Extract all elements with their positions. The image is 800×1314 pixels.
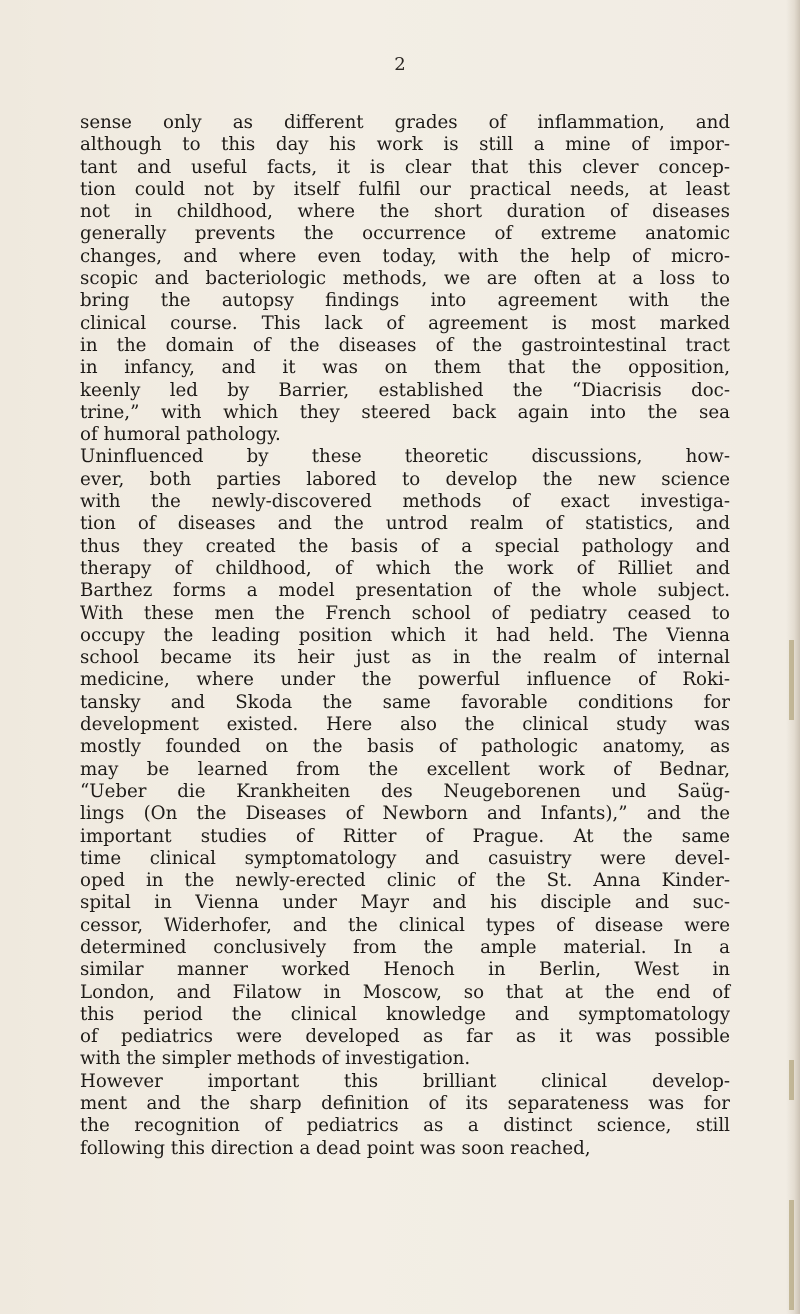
- text-line: may be learned from the excellent work of Bednar,: [80, 758, 730, 780]
- text-line: with the newly-discovered methods of exact investiga-: [80, 491, 730, 513]
- text-line: tansky and Skoda the same favorable conditions for: [80, 691, 730, 713]
- text-line: Barthez forms a model presentation of the whole subject.: [80, 580, 730, 602]
- text-line: trine,” with which they steered back again into the sea: [80, 401, 730, 423]
- text-line: determined conclusively from the ample material. In a: [80, 936, 730, 958]
- text-line: spital in Vienna under Mayr and his disciple and suc-: [80, 892, 730, 914]
- text-line: sense only as different grades of inflammation, and: [80, 112, 730, 133]
- text-line: cessor, Widerhofer, and the clinical types of disease were: [80, 914, 730, 936]
- text-line: tant and useful facts, it is clear that this clever concep-: [80, 156, 730, 178]
- text-line: keenly led by Barrier, established the “Diacrisis doc-: [80, 379, 730, 401]
- text-line: of pediatrics were developed as far as it was possible: [80, 1026, 730, 1048]
- text-line: London, and Filatow in Moscow, so that at the end of: [80, 981, 730, 1003]
- text-line: “Ueber die Krankheiten des Neugeborenen und Saüg-: [80, 780, 730, 802]
- text-line: With these men the French school of pediatry ceased to: [80, 602, 730, 624]
- text-line: mostly founded on the basis of pathologic anatomy, as: [80, 736, 730, 758]
- text-line: following this direction a dead point was soon reached,: [80, 1137, 591, 1159]
- page-edge-stain: [789, 1060, 794, 1100]
- text-line: scopic and bacteriologic methods, we are often at a loss to: [80, 268, 730, 290]
- text-line: occupy the leading position which it had held. The Vienna: [80, 624, 730, 646]
- text-line: time clinical symptomatology and casuistry were devel-: [80, 847, 730, 869]
- text-line: important studies of Ritter of Prague. At the same: [80, 825, 730, 847]
- text-line: changes, and where even today, with the help of micro-: [80, 245, 730, 267]
- text-line: tion could not by itself fulfil our practical needs, at least: [80, 178, 730, 200]
- text-line: clinical course. This lack of agreement is most marked: [80, 312, 730, 334]
- text-line: oped in the newly-erected clinic of the St. Anna Kinder-: [80, 870, 730, 892]
- text-line: tion of diseases and the untrod realm of statistics, and: [80, 513, 730, 535]
- text-line: the recognition of pediatrics as a distinct science, still: [80, 1115, 730, 1137]
- text-line: medicine, where under the powerful influence of Roki-: [80, 669, 730, 691]
- page-edge-stain: [789, 1200, 794, 1310]
- page-number: 2: [394, 54, 406, 75]
- text-line: in the domain of the diseases of the gastrointestinal tract: [80, 334, 730, 356]
- text-line: with the simpler methods of investigation.: [80, 1048, 471, 1070]
- text-line: Uninfluenced by these theoretic discussions, how-: [80, 446, 730, 468]
- text-line: lings (On the Diseases of Newborn and Infants),” and the: [80, 803, 730, 825]
- text-line: ever, both parties labored to develop the new science: [80, 468, 730, 490]
- text-line: bring the autopsy findings into agreement with the: [80, 290, 730, 312]
- text-line: therapy of childhood, of which the work of Rilliet and: [80, 557, 730, 579]
- text-line: generally prevents the occurrence of extreme anatomic: [80, 223, 730, 245]
- text-line: not in childhood, where the short duration of diseases: [80, 201, 730, 223]
- text-line: However important this brilliant clinical develop-: [80, 1070, 730, 1092]
- text-line: development existed. Here also the clinical study was: [80, 714, 730, 736]
- text-line: although to this day his work is still a mine of impor-: [80, 134, 730, 156]
- text-line: similar manner worked Henoch in Berlin, West in: [80, 959, 730, 981]
- text-line: in infancy, and it was on them that the opposition,: [80, 357, 730, 379]
- text-line: ment and the sharp definition of its separateness was for: [80, 1093, 730, 1115]
- body-text: [80, 112, 730, 1160]
- text-line: this period the clinical knowledge and symptomatology: [80, 1003, 730, 1025]
- text-line: school became its heir just as in the realm of internal: [80, 647, 730, 669]
- text-line: thus they created the basis of a special pathology and: [80, 535, 730, 557]
- page-edge-stain: [789, 640, 794, 720]
- text-line: of humoral pathology.: [80, 424, 281, 446]
